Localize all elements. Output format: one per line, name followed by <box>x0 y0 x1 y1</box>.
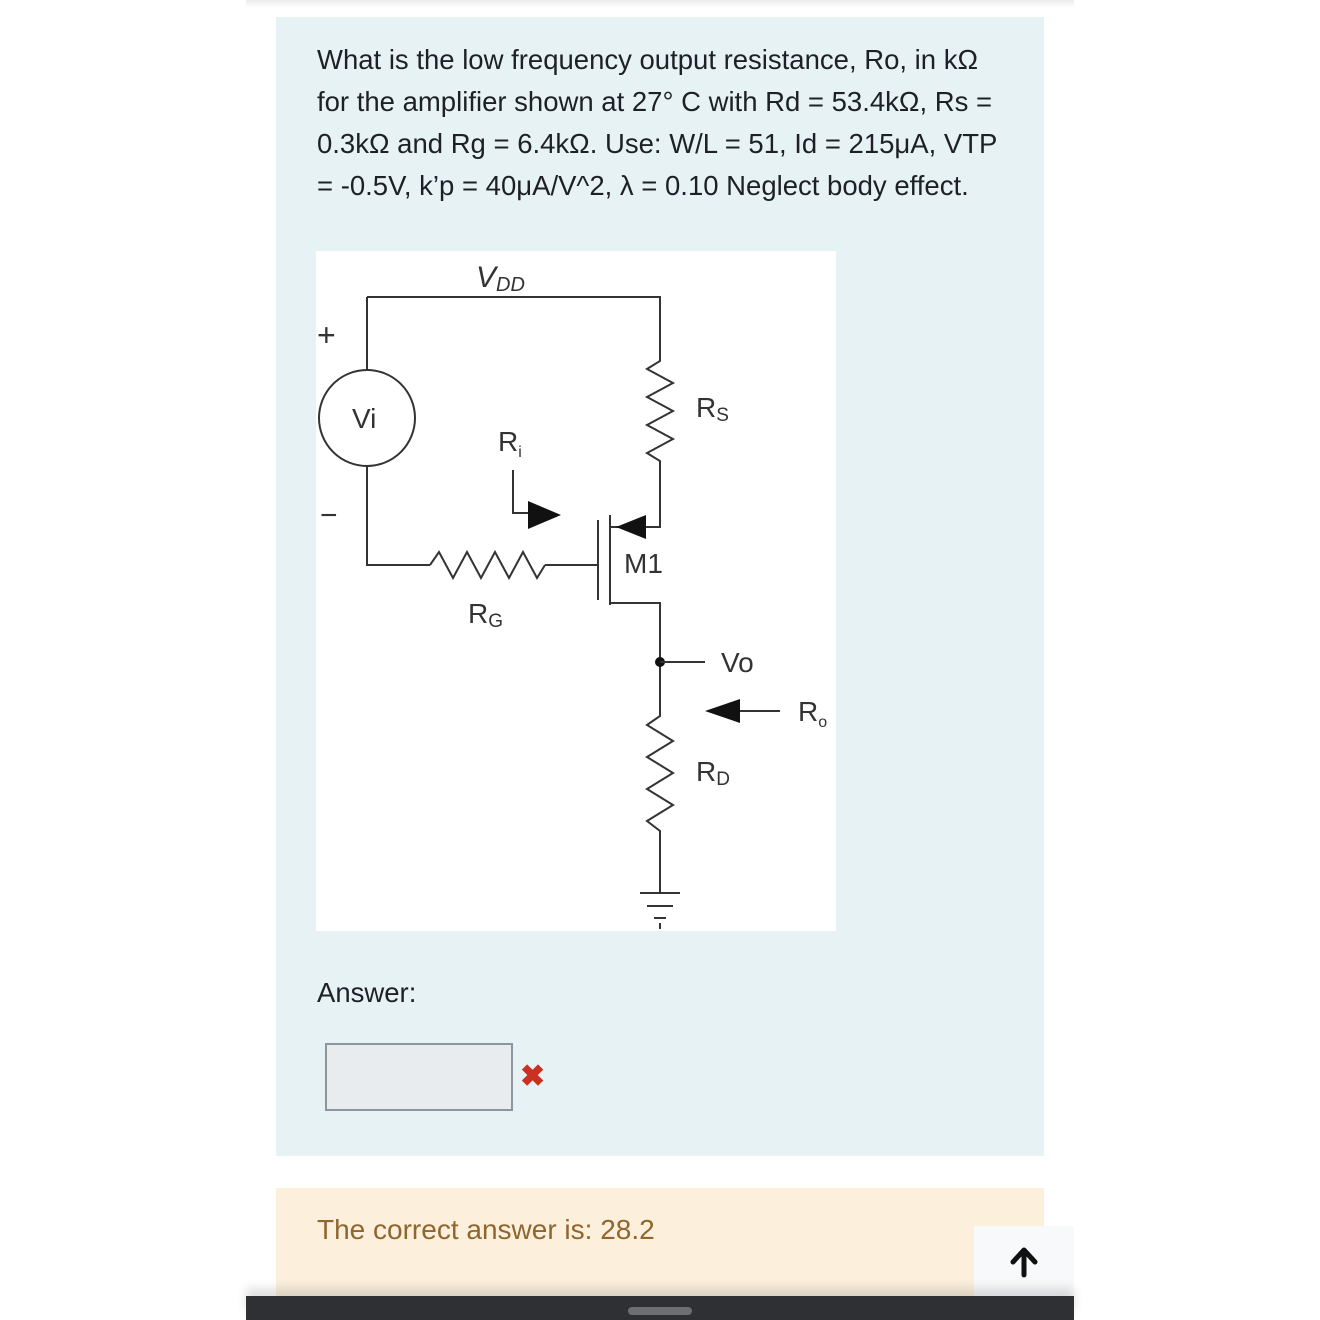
ground-icon <box>640 893 680 929</box>
rs-resistor <box>647 355 673 465</box>
plus-sign: + <box>317 317 336 353</box>
vdd-label: VDD <box>476 261 525 296</box>
source-arrow <box>616 515 646 539</box>
minus-sign: − <box>320 499 338 532</box>
vdd-wire <box>367 297 660 355</box>
answer-label: Answer: <box>317 977 417 1008</box>
ro-label: $R_o$ <box>798 696 828 731</box>
drain-wire <box>610 603 660 710</box>
home-indicator[interactable] <box>628 1307 692 1315</box>
m1-label: M1 <box>624 548 663 579</box>
ri-label: $R_i$ <box>498 426 522 461</box>
question-card <box>276 17 1044 1156</box>
rd-label: RD <box>696 756 730 790</box>
vi-label: Vi <box>352 403 377 434</box>
rg-label: RG <box>468 598 504 632</box>
question-text: What is the low frequency output resistance, Ro, in kΩ for the amplifier shown at 27° C with Rd = 53.4kΩ, Rs = 0.3kΩ and Rg = 6.4kΩ. Use: W/L = 51, Id = 215μA, VTP = -0.5V, k’p = 40μA/V^2, λ = 0.10 Neglect body effect. <box>317 44 997 201</box>
rs-label: RS <box>696 392 729 426</box>
top-shadow <box>246 0 1074 8</box>
back-to-top-button[interactable] <box>974 1226 1074 1298</box>
feedback-box <box>276 1188 1044 1298</box>
arrow-up-icon <box>1009 1246 1039 1278</box>
rg-resistor <box>430 552 545 578</box>
bottom-bar <box>246 1296 1074 1320</box>
vo-label: Vo <box>721 647 754 678</box>
correct-answer-text: The correct answer is: 28.2 <box>317 1214 655 1245</box>
rd-resistor <box>647 710 673 850</box>
answer-input[interactable] <box>325 1043 513 1111</box>
circuit-diagram <box>316 251 836 931</box>
cross-icon: ✖ <box>520 1060 546 1093</box>
